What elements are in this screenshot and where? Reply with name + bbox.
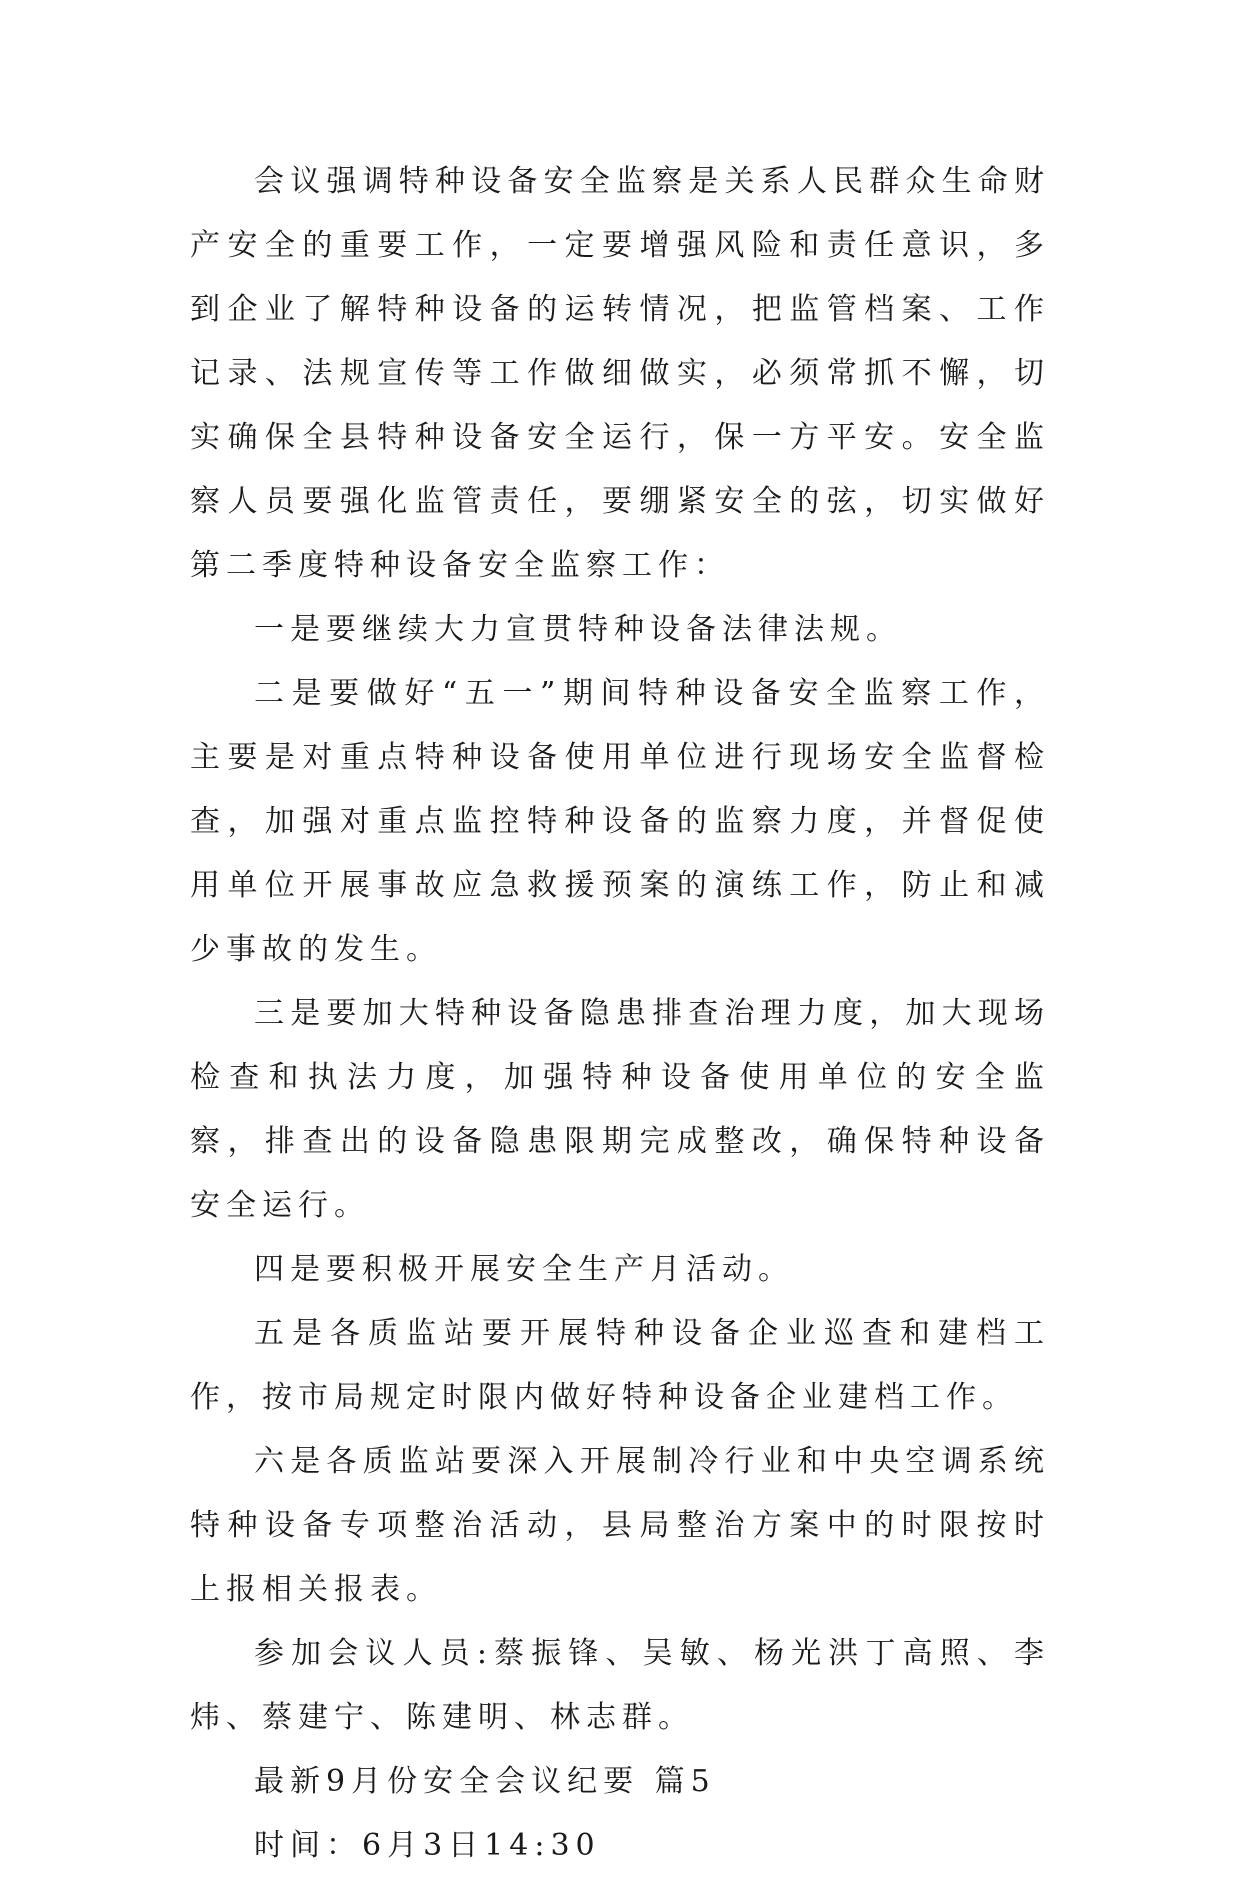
paragraph-item-five: 五是各质监站要开展特种设备企业巡查和建档工作，按市局规定时限内做好特种设备企业建档工作。 bbox=[190, 1316, 1050, 1415]
paragraph-attendees: 参加会议人员:蔡振锋、吴敏、杨光洪丁高照、李炜、蔡建宁、陈建明、林志群。 bbox=[190, 1636, 1050, 1735]
paragraph-item-two: 二是要做好“五一”期间特种设备安全监察工作，主要是对重点特种设备使用单位进行现场安全监督检查，加强对重点监控特种设备的监察力度，并督促使用单位开展事故应急救援预案的演练工作，防止和减少事故的发生。 bbox=[190, 676, 1050, 967]
paragraph-item-four: 四是要积极开展安全生产月活动。 bbox=[254, 1252, 794, 1287]
paragraph-item-three: 三是要加大特种设备隐患排查治理力度，加大现场检查和执法力度，加强特种设备使用单位的安全监察，排查出的设备隐患限期完成整改，确保特种设备安全运行。 bbox=[190, 996, 1050, 1223]
paragraph-item-one: 一是要继续大力宣贯特种设备法律法规。 bbox=[254, 612, 902, 647]
document-page bbox=[190, 150, 1050, 1878]
meeting-time: 时间：6月3日14:30 bbox=[254, 1828, 601, 1863]
paragraph-item-six: 六是各质监站要深入开展制冷行业和中央空调系统特种设备专项整治活动，县局整治方案中的时限按时上报相关报表。 bbox=[190, 1444, 1050, 1607]
section-heading: 最新9月份安全会议纪要 篇5 bbox=[254, 1764, 716, 1799]
paragraph-meeting-emphasis: 会议强调特种设备安全监察是关系人民群众生命财产安全的重要工作，一定要增强风险和责任意识，多到企业了解特种设备的运转情况，把监管档案、工作记录、法规宣传等工作做细做实，必须常抓不懈，切实确保全县特种设备安全运行，保一方平安。安全监察人员要强化监管责任，要绷紧安全的弦，切实做好第二季度特种设备安全监察工作： bbox=[190, 164, 1050, 583]
